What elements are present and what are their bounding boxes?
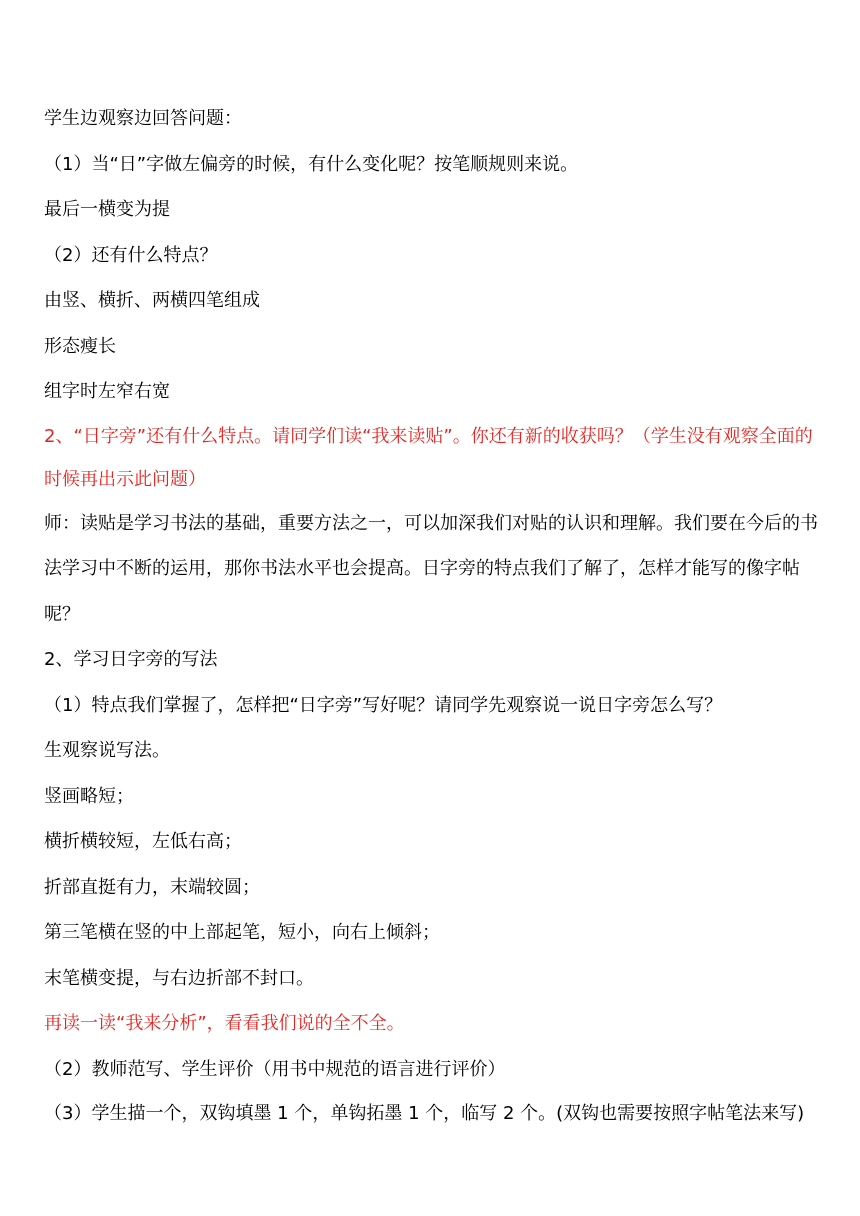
paragraph-tip-3: 折部直挺有力，末端较圆； [44, 876, 260, 898]
paragraph-step-3: （3）学生描一个，双钩填墨 1 个，单钩拓墨 1 个，临写 2 个。(双钩也需要按照字帖笔法来写) [44, 1103, 805, 1124]
paragraph-question-1: （1）当“日”字做左偏旁的时候，有什么变化呢？按笔顺规则来说。 [44, 153, 579, 175]
paragraph-answer-2c: 组字时左窄右宽 [44, 381, 170, 402]
paragraph-teacher-remark: 师：读贴是学习书法的基础，重要方法之一，可以加深我们对贴的认识和理解。我们要在今后的书法学习中不断的运用，那你书法水平也会提高。日字旁的特点我们了解了，怎样才能写的像字帖呢？ [44, 512, 818, 625]
paragraph-step-1: （1）特点我们掌握了，怎样把“日字旁”写好呢？请同学先观察说一说日字旁怎么写？ [44, 694, 723, 716]
paragraph-question-2: （2）还有什么特点？ [44, 244, 218, 266]
paragraph-section-heading: 2、学习日字旁的写法 [44, 649, 218, 670]
paragraph-highlight-analysis: 再读一读“我来分析”，看看我们说的全不全。 [44, 1013, 405, 1034]
paragraph-tip-1: 竖画略短； [44, 785, 134, 807]
paragraph-answer-2a: 由竖、横折、两横四笔组成 [44, 290, 260, 311]
paragraph-step-2: （2）教师范写、学生评价（用书中规范的语言进行评价） [44, 1058, 506, 1080]
paragraph-answer-1: 最后一横变为提 [44, 199, 170, 220]
paragraph-intro: 学生边观察边回答问题： [44, 108, 242, 129]
paragraph-tip-4: 第三笔横在竖的中上部起笔，短小，向右上倾斜； [44, 922, 440, 943]
paragraph-tip-2: 横折横较短，左低右高； [44, 831, 242, 852]
paragraph-highlight-reading: 2、“日字旁”还有什么特点。请同学们读“我来读贴”。你还有新的收获吗？（学生没有观察全面的时候再出示此问题） [44, 425, 813, 490]
document-body [44, 96, 820, 1135]
paragraph-tip-5: 末笔横变提，与右边折部不封口。 [44, 967, 314, 989]
paragraph-answer-2b: 形态瘦长 [44, 335, 116, 357]
paragraph-observe: 生观察说写法。 [44, 740, 170, 761]
